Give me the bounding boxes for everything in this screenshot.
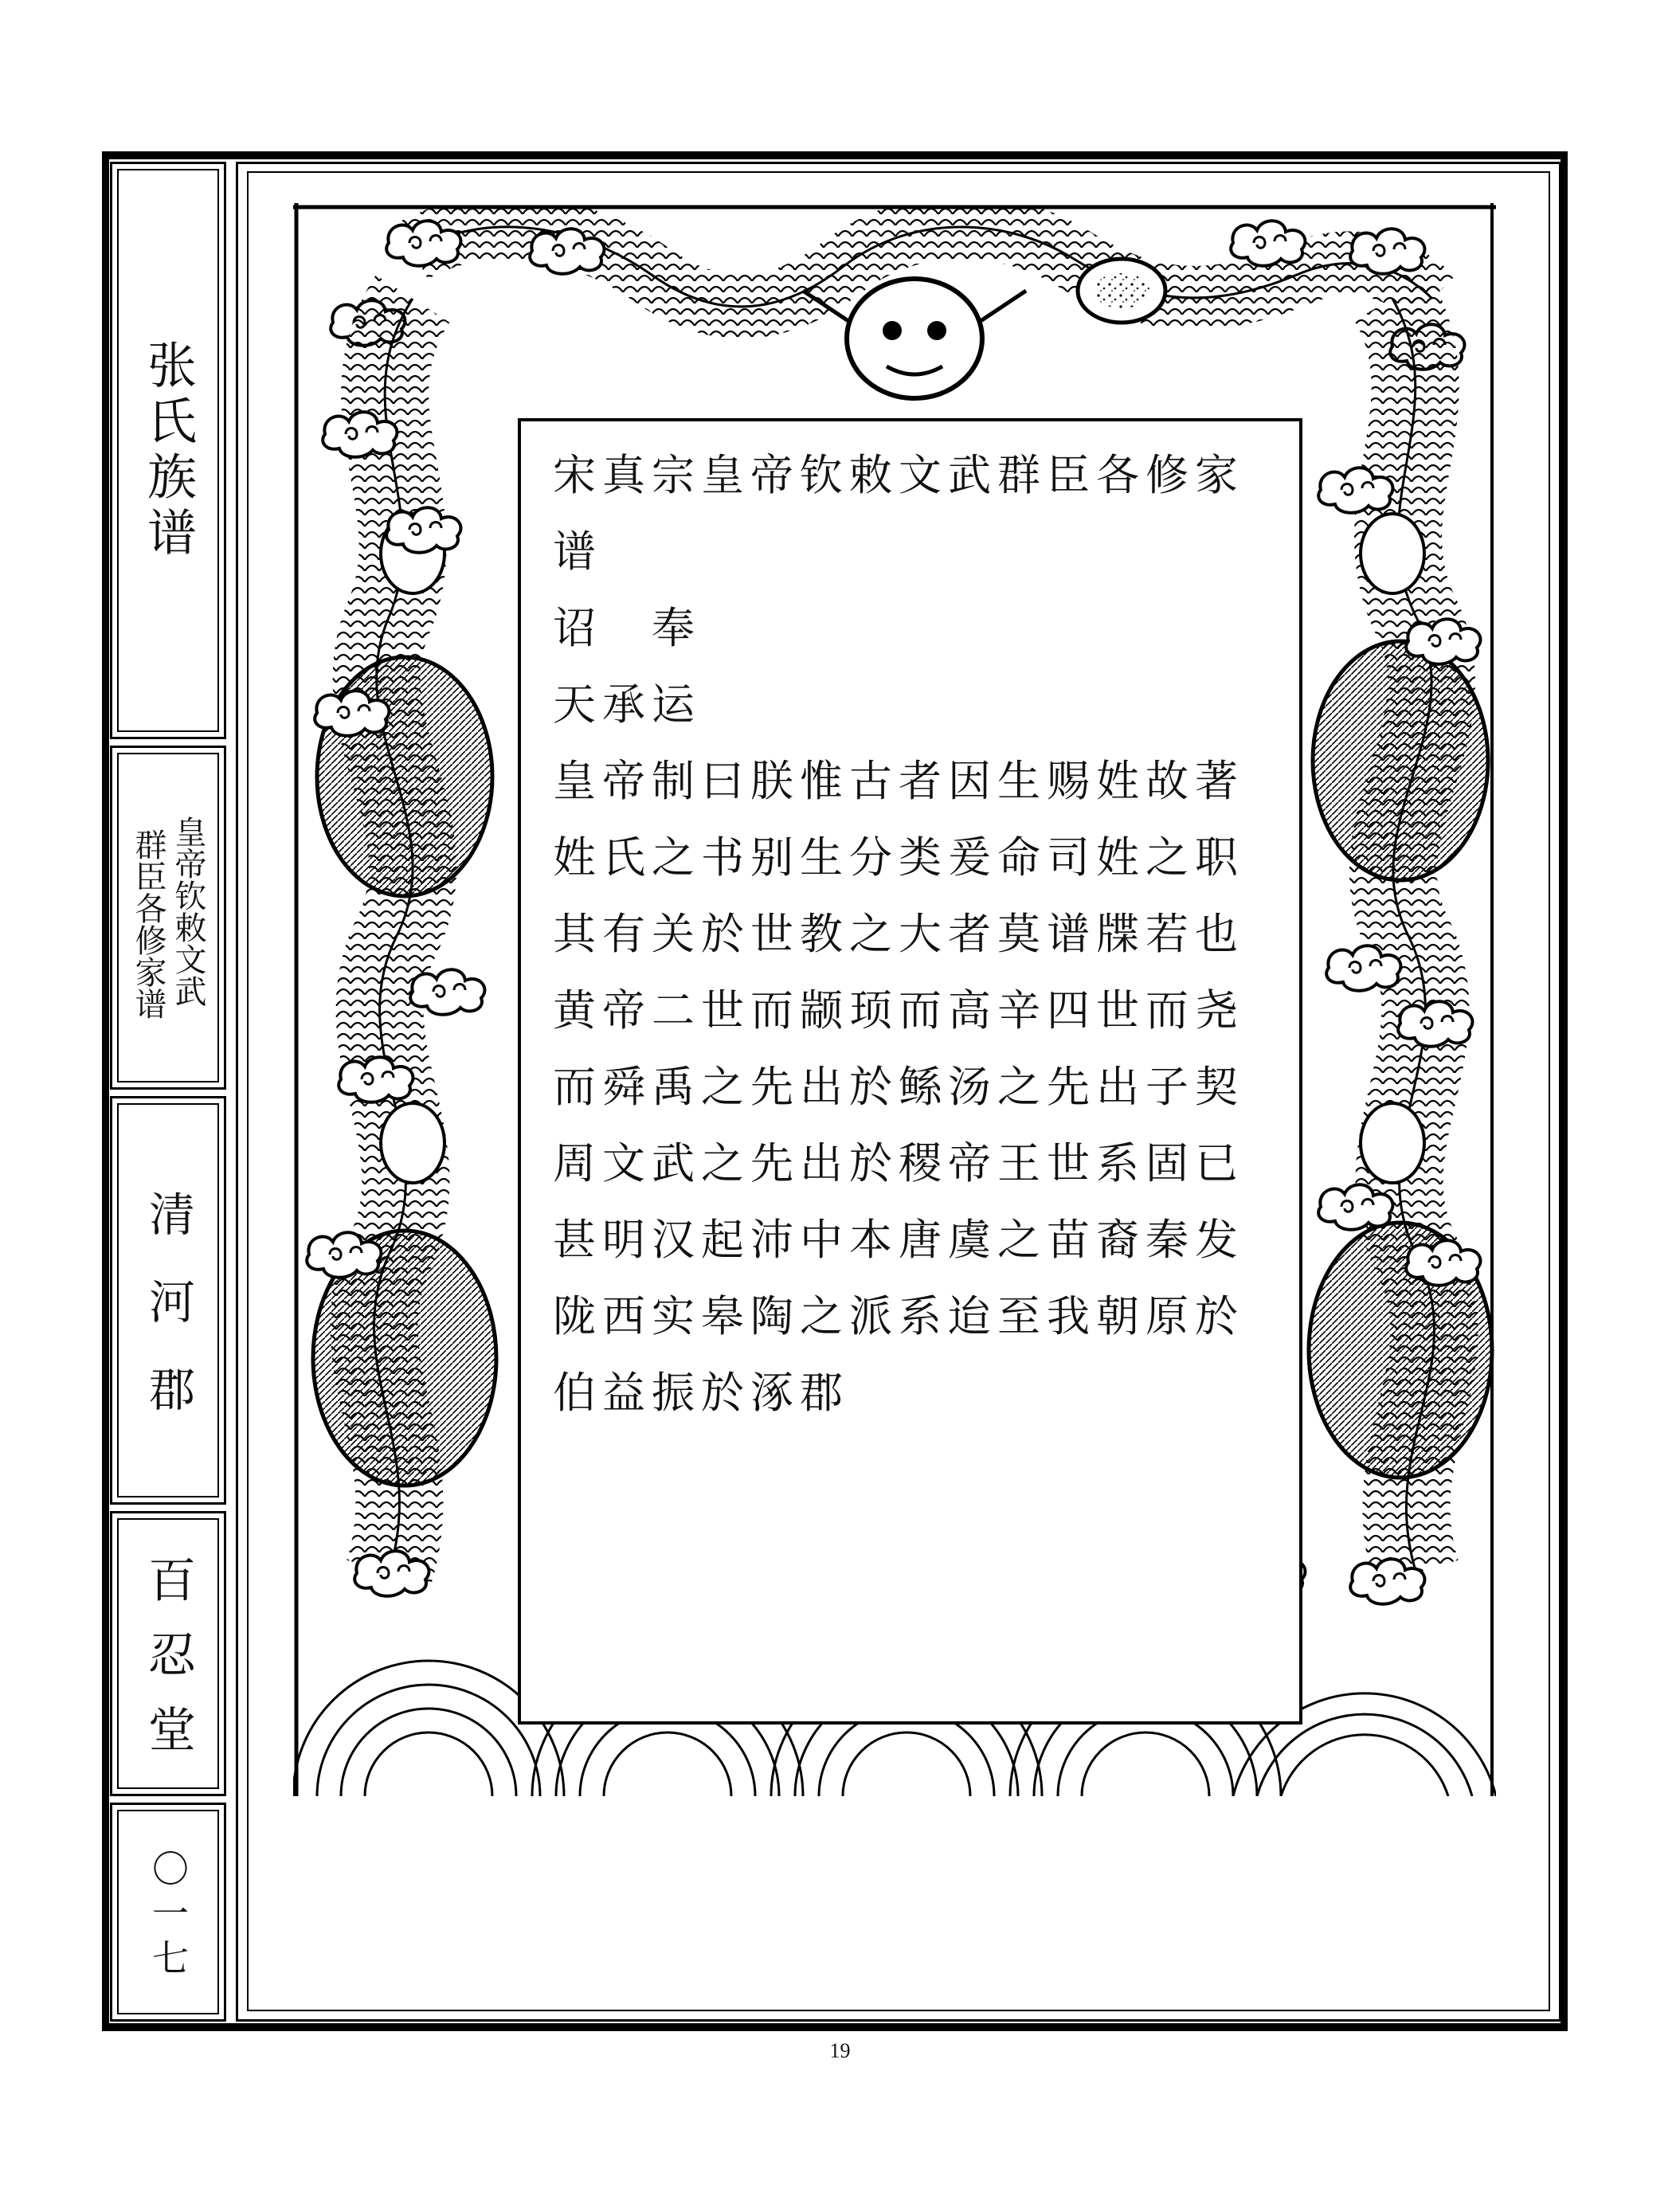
text-line: 甚明汉起沛中本唐虞之苗裔秦发 [553, 1215, 1244, 1265]
hall-name: 百忍堂 [140, 1555, 196, 1779]
section-title-col1: 皇帝钦敕文武 [170, 816, 206, 1007]
text-line: 天承运 [553, 679, 701, 730]
section-title-col2: 群臣各修家谱 [130, 828, 166, 1020]
page-number: 19 [829, 2039, 851, 2062]
text-line: 诏 奉 [553, 603, 701, 653]
sidebar-title-cell [110, 162, 226, 739]
document-text [553, 437, 1283, 1431]
text-line: 其有关於世教之大者莫谱牒若也 [553, 909, 1244, 959]
document-text-panel [518, 418, 1302, 1725]
sidebar-section-cell [110, 746, 226, 1090]
book-title: 张氏族谱 [139, 339, 198, 562]
sidebar [110, 162, 231, 2022]
sidebar-page-cell [110, 1803, 226, 2022]
text-line: 黄帝二世而颛顼而高辛四世而尧 [553, 985, 1244, 1035]
text-line: 宋真宗皇帝钦敕文武群臣各修家 [553, 450, 1244, 500]
place-name: 清河郡 [141, 1189, 195, 1453]
text-line: 周文武之先出於稷帝王世系固已 [553, 1138, 1244, 1188]
text-line: 伯益振於涿郡 [553, 1368, 849, 1418]
sidebar-hall-cell [110, 1511, 226, 1796]
page-code: 〇一七 [147, 1849, 190, 1983]
text-line: 姓氏之书别生分类爰命司姓之职 [553, 832, 1244, 883]
text-line: 而舜禹之先出於鲧汤之先出子契 [553, 1062, 1244, 1112]
text-line: 谱 [553, 527, 602, 577]
text-line: 皇帝制曰朕惟古者因生赐姓故著 [553, 756, 1244, 806]
text-line: 陇西实皋陶之派系迨至我朝原於 [553, 1291, 1244, 1341]
sidebar-place-cell [110, 1096, 226, 1505]
